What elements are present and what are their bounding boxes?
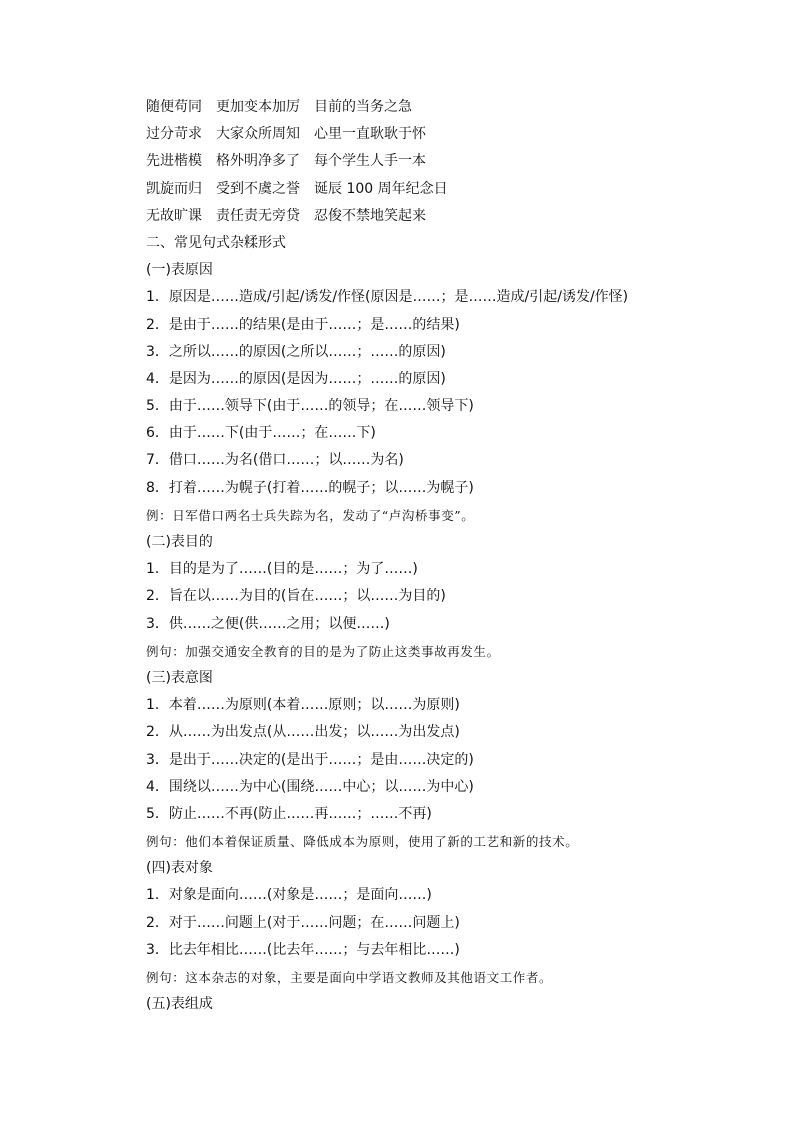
idiom-row — [146, 148, 706, 175]
idiom-row — [146, 94, 706, 121]
idiom-phrase: 大家众所周知 — [216, 126, 300, 143]
pattern-item: 6．由于……下(由于……；在……下) — [146, 425, 376, 442]
idiom-phrase: 更加变本加厉 — [216, 99, 300, 115]
idiom-phrase: 过分苛求 — [146, 126, 202, 143]
idiom-phrase: 格外明净多了 — [216, 153, 300, 170]
idiom-phrase: 受到不虞之誉 — [216, 180, 300, 197]
pattern-item: 7．借口……为名(借口……；以……为名) — [146, 452, 404, 469]
group-heading: (一)表原因 — [146, 262, 213, 279]
pattern-item: 5．防止……不再(防止……再……；……不再) — [146, 805, 432, 822]
idiom-row — [146, 176, 706, 203]
idiom-phrase: 目前的当务之急 — [314, 99, 412, 115]
pattern-item: 2．对于……问题上(对于……问题；在……问题上) — [146, 914, 460, 931]
example-sentence: 例：日军借口两名士兵失踪为名，发动了“卢沟桥事变”。 — [146, 507, 475, 523]
pattern-item: 4．围绕以……为中心(围绕……中心；以……为中心) — [146, 778, 474, 795]
pattern-item: 1．对象是面向……(对象是……；是面向……) — [146, 887, 432, 904]
pattern-item: 4．是因为……的原因(是因为……；……的原因) — [146, 370, 446, 387]
idiom-phrase: 无故旷课 — [146, 207, 202, 224]
pattern-item: 2．是由于……的结果(是由于……；是……的结果) — [146, 316, 460, 333]
idiom-row — [146, 203, 706, 230]
example-sentence: 例句：加强交通安全教育的目的是为了防止这类事故再发生。 — [146, 643, 500, 659]
document-body — [146, 94, 706, 1018]
pattern-item: 5．由于……领导下(由于……的领导；在……领导下) — [146, 398, 474, 415]
idiom-phrase: 忍俊不禁地笑起来 — [314, 207, 426, 224]
pattern-item: 3．供……之便(供……之用；以便……) — [146, 615, 390, 632]
pattern-item: 3．之所以……的原因(之所以……；……的原因) — [146, 343, 446, 360]
pattern-item: 1．原因是……造成/引起/诱发/作怪(原因是……；是……造成/引起/诱发/作怪) — [146, 289, 629, 306]
group-heading: (四)表对象 — [146, 860, 213, 877]
group-heading: (二)表目的 — [146, 534, 213, 550]
idiom-phrase: 先进楷模 — [146, 153, 202, 170]
pattern-item: 8．打着……为幌子(打着……的幌子；以……为幌子) — [146, 479, 474, 496]
section-heading: 二、常见句式杂糅形式 — [146, 234, 286, 251]
example-sentence: 例句：他们本着保证质量、降低成本为原则，使用了新的工艺和新的技术。 — [146, 834, 579, 850]
group-heading: (三)表意图 — [146, 669, 213, 686]
group-heading: (五)表组成 — [146, 996, 213, 1013]
pattern-item: 2．旨在以……为目的(旨在……；以……为目的) — [146, 588, 446, 605]
pattern-item: 1．目的是为了……(目的是……；为了……) — [146, 561, 418, 578]
idiom-phrase: 每个学生人手一本 — [314, 153, 426, 170]
idiom-phrase: 责任责无旁贷 — [216, 207, 300, 224]
idiom-row — [146, 121, 706, 148]
idiom-phrase: 随便苟同 — [146, 99, 202, 115]
pattern-item: 1．本着……为原则(本着……原则；以……为原则) — [146, 697, 460, 714]
pattern-item: 3．比去年相比……(比去年……；与去年相比……) — [146, 941, 460, 958]
idiom-phrase: 诞辰 100 周年纪念日 — [314, 180, 448, 197]
example-sentence: 例句：这本杂志的对象，主要是面向中学语文教师及其他语文工作者。 — [146, 970, 553, 985]
idiom-phrase: 凯旋而归 — [146, 180, 202, 197]
idiom-phrase: 心里一直耿耿于怀 — [314, 126, 426, 143]
pattern-item: 3．是出于……决定的(是出于……；是由……决定的) — [146, 751, 474, 768]
pattern-item: 2．从……为出发点(从……出发；以……为出发点) — [146, 724, 460, 741]
